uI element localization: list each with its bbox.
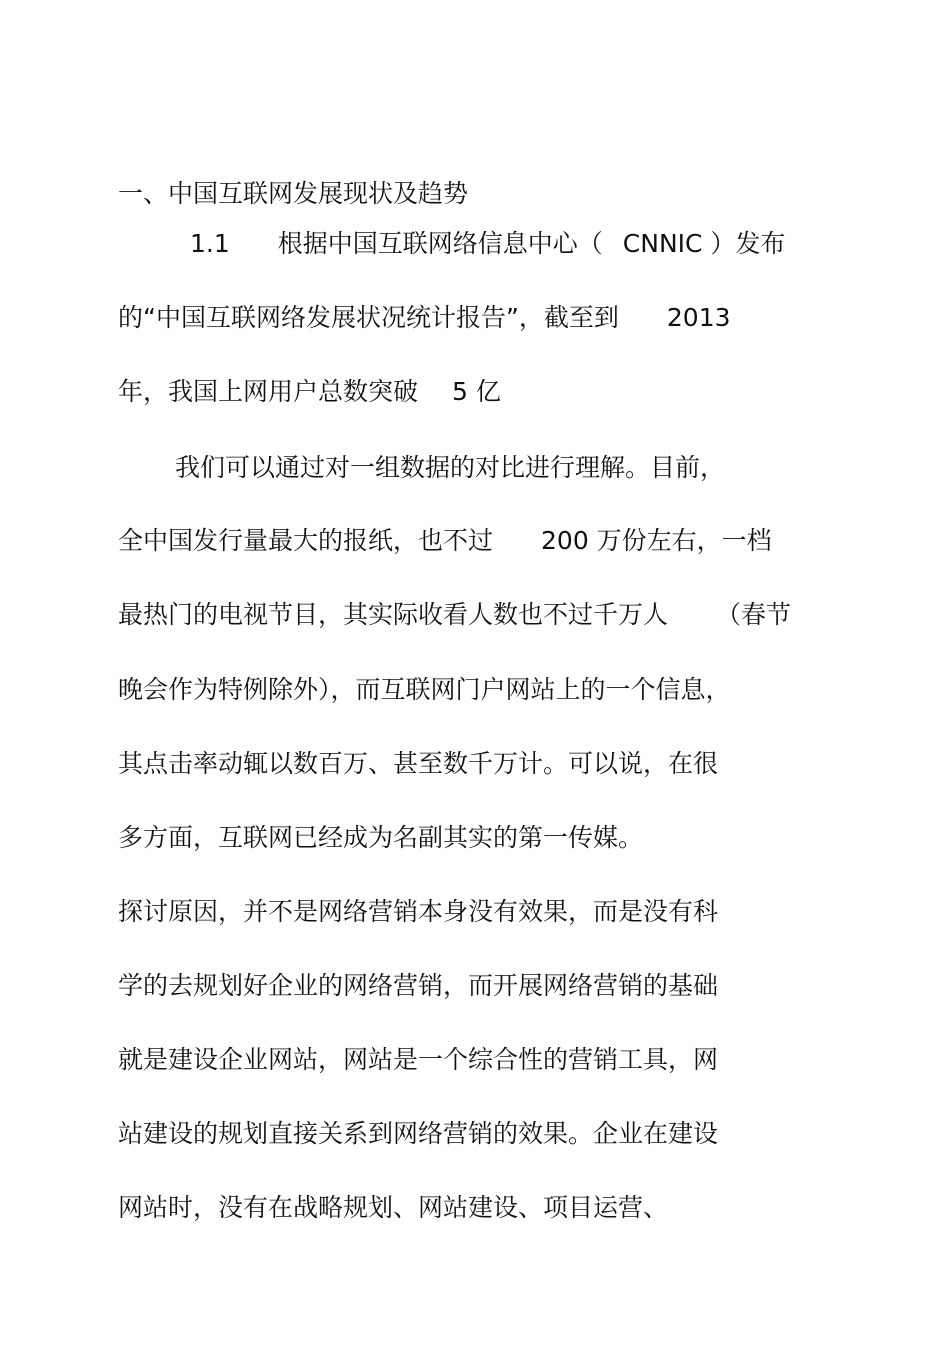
paragraph-3-line-2: 学的去规划好企业的网络营销，而开展网络营销的基础 <box>118 971 719 1000</box>
paragraph-2-line-1: 我们可以通过对一组数据的对比进行理解。目前， <box>175 453 726 482</box>
text-segment: 全中国发行量最大的报纸，也不过 <box>118 526 494 555</box>
text-segment: （春节 <box>716 600 792 629</box>
paragraph-2-line-2 <box>118 525 772 557</box>
text-segment: 年，我国上网用户总数突破 <box>118 377 419 406</box>
text-segment: 200 万份左右，一档 <box>541 526 772 555</box>
paragraph-3-line-3: 就是建设企业网站，网站是一个综合性的营销工具，网 <box>118 1045 719 1074</box>
paragraph-2-line-4: 晚会作为特例除外），而互联网门户网站上的一个信息， <box>118 675 731 704</box>
paragraph-1-line-2 <box>118 302 731 334</box>
user-count-value: 5 亿 <box>452 377 501 406</box>
section-number: 1.1 <box>190 229 230 258</box>
year-value: 2013 <box>666 303 731 332</box>
paragraph-2-line-6: 多方面，互联网已经成为名副其实的第一传媒。 <box>118 823 644 852</box>
paragraph-3-line-5: 网站时，没有在战略规划、网站建设、项目运营、 <box>118 1193 669 1222</box>
section-heading: 一、中国互联网发展现状及趋势 <box>118 179 469 208</box>
text-segment: 的“中国互联网络发展状况统计报告”，截至到 <box>118 303 619 332</box>
paragraph-2-line-3 <box>118 599 791 631</box>
paragraph-3-line-1: 探讨原因，并不是网络营销本身没有效果，而是没有科 <box>118 897 719 926</box>
text-segment: 根据中国互联网络信息中心（ <box>277 229 603 258</box>
paragraph-1-line-3 <box>118 376 501 408</box>
paragraph-1-line-1 <box>190 228 785 260</box>
paragraph-2-line-5: 其点击率动辄以数百万、甚至数千万计。可以说，在很 <box>118 749 719 778</box>
text-segment: CNNIC ）发布 <box>622 229 786 258</box>
paragraph-3-line-4: 站建设的规划直接关系到网络营销的效果。企业在建设 <box>118 1119 719 1148</box>
text-segment: 最热门的电视节目，其实际收看人数也不过千万人 <box>118 600 669 629</box>
